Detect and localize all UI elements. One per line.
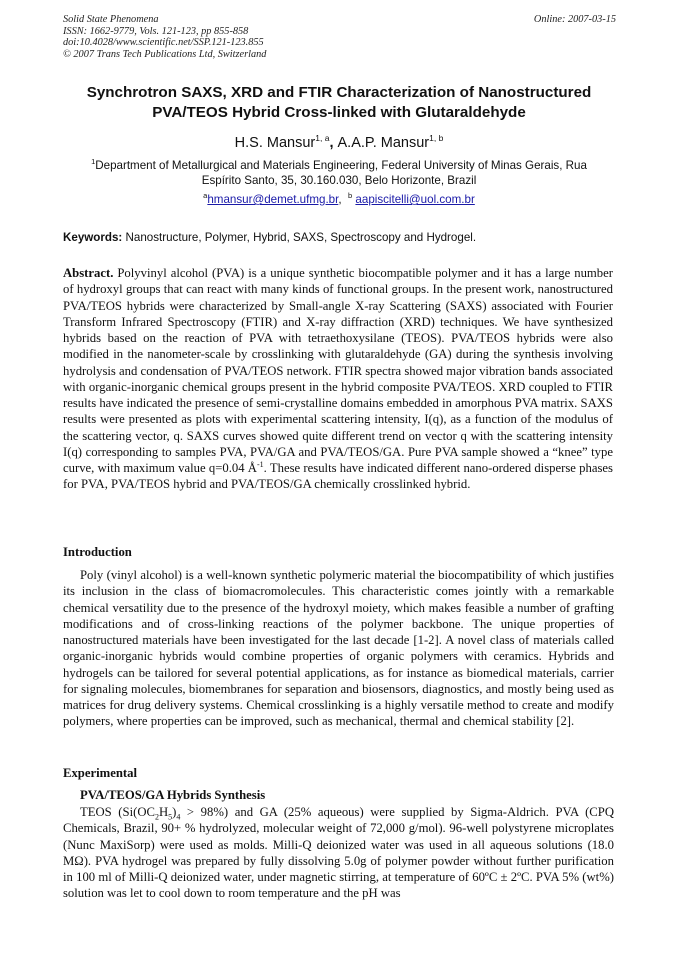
author-1-affil: 1, a — [315, 133, 330, 144]
teos-sub-1: 2 — [154, 812, 159, 822]
email-b-marker: b — [348, 191, 353, 201]
email-a-marker: a — [203, 191, 208, 201]
experimental-text: > 98%) and GA (25% aqueous) were supplied by Sigma-Aldrich. PVA (CPQ Chemicals, Brazil, 90+ % hydrolyzed, molecular weight of 72,000 g/mol). 96-well polystyrene microplates (Nunc MaxiSorp) were used as molds. Milli-Q deionized water was used in all aqueous solutions (18.0 MΩ). PVA hydrogel was prepared by fully dissolving 5.0g of polymer powder without further purification in 100 ml of Milli-Q deionized water, under magnetic stirring, at temperature of 60ºC ± 2ºC. PVA 5% (wt%) solution was let to cool down to room temperature and the pH was — [63, 805, 614, 901]
affiliation-marker: 1 — [91, 157, 96, 167]
teos-formula-2: H — [158, 805, 169, 819]
teos-sub-3: 4 — [176, 812, 181, 822]
title-line-2: PVA/TEOS Hybrid Cross-linked with Glutaraldehyde — [152, 104, 526, 121]
email-line — [40, 193, 638, 207]
author-2-affil: 1, b — [429, 133, 444, 144]
affiliation-text-1: Department of Metallurgical and Materials Engineering, Federal University of Minas Gerais, Rua — [95, 159, 587, 172]
affiliation-line-1 — [62, 158, 616, 173]
journal-doi: doi:10.4028/www.scientific.net/SSP.121-123.855 — [63, 37, 264, 49]
abstract-unit-exponent: -1 — [256, 459, 264, 469]
author-1: H.S. Mansur — [234, 135, 316, 151]
abstract-text-end: . These results have indicated different nano-ordered disperse phases for PVA, PVA/TEOS hybrid and PVA/TEOS/GA chemically crosslinked hybrid. — [63, 461, 613, 492]
author-separator: , — [329, 135, 338, 151]
introduction-heading: Introduction — [63, 545, 132, 559]
abstract-text: Polyvinyl alcohol (PVA) is a unique synthetic biocompatible polymer and it has a large number of hydroxyl groups that can react with many kinds of functional groups. In the present work, nanostructured PVA/TEOS hybrids were characterized by Small-angle X-ray Scattering (SAXS) associated with Fourier Transform Infrared Spectroscopy (FTIR) and X-ray diffraction (XRD) techniques. We have synthesized hybrids based on the reaction of PVA with tetraethoxysilane (TEOS). PVA/TEOS hybrids were also modified in the nanometer-scale by crosslinking with glutaraldehyde (GA) during the synthesis involving hydrolysis and condensation of PVA/TEOS network. FTIR spectra showed major vibration bands associated with organic-inorganic chemical groups present in the hybrid composite PVA/TEOS. XRD coupled to FTIR results have indicated the presence of semi-crystalline domains embedded in amorphous PVA matrix. SAXS results were presented as plots with experimental scattering intensity, I(q), as a function of the modulus of the scattering vector, q. SAXS curves showed quite different trend on vector q with the scattering intensity I(q) corresponding to samples PVA, PVA/GA and PVA/TEOS/GA. Pure PVA sample showed a “knee” type curve, with maximum value q=0.04 Å — [63, 266, 614, 475]
affiliation-line-2: Espírito Santo, 35, 30.160.030, Belo Horizonte, Brazil — [201, 174, 477, 188]
affiliation — [62, 158, 616, 188]
email-separator: , — [338, 193, 342, 206]
email-link-b[interactable]: aapiscitelli@uol.com.br — [355, 193, 475, 206]
keywords-label: Keywords: — [63, 231, 123, 244]
abstract — [63, 265, 613, 493]
teos-sub-2: 5 — [168, 812, 173, 822]
keywords-text: Nanostructure, Polymer, Hybrid, SAXS, Spectroscopy and Hydrogel. — [125, 231, 477, 244]
teos-formula-1: TEOS (Si(OC — [80, 805, 155, 819]
journal-name: Solid State Phenomena — [63, 14, 159, 25]
paper-title — [40, 83, 638, 123]
author-2: A.A.P. Mansur — [337, 135, 430, 151]
synthesis-subheading: PVA/TEOS/GA Hybrids Synthesis — [80, 788, 266, 802]
author-list — [40, 134, 638, 152]
title-line-1: Synchrotron SAXS, XRD and FTIR Characterization of Nanostructured — [86, 84, 592, 101]
email-link-a[interactable]: hmansur@demet.ufmg.br — [207, 193, 339, 206]
journal-issn: ISSN: 1662-9779, Vols. 121-123, pp 855-858 — [63, 25, 249, 37]
abstract-label: Abstract. — [63, 266, 114, 280]
experimental-heading: Experimental — [63, 766, 138, 780]
online-date: Online: 2007-03-15 — [533, 14, 616, 25]
teos-formula-3: ) — [172, 805, 177, 819]
journal-header — [63, 14, 616, 60]
keywords — [63, 231, 623, 245]
introduction-paragraph: Poly (vinyl alcohol) is a well-known synthetic polymeric material the biocompatibility of which justifies its inclusion in the class of biomacromolecules. This characteristic comes jointly with a remarkable chemical versatility due to the presence of the hydroxyl moiety, which makes feasible a number of grafting modifications and of cross-linking reactions of the polymer backbone. The unique properties of nanostructured materials have been investigated for the last decade [1-2]. A novel class of materials called organic-inorganic hybrids would combine properties of organic polymers with ceramics. Hybrids and hydrogels can be tailored for several potential applications, as for instance as biomedical materials, carrier for signaling molecules, biomembranes for separation and biosensors, diagnostics, and mostly being used as matrices for drug delivery systems. Chemical crosslinking is a highly versatile method to create and modify polymers, where properties can be improved, such as mechanical, thermal and chemical stability [2]. — [63, 568, 614, 729]
journal-copyright: © 2007 Trans Tech Publications Ltd, Switzerland — [63, 48, 267, 60]
experimental-paragraph — [63, 804, 614, 902]
